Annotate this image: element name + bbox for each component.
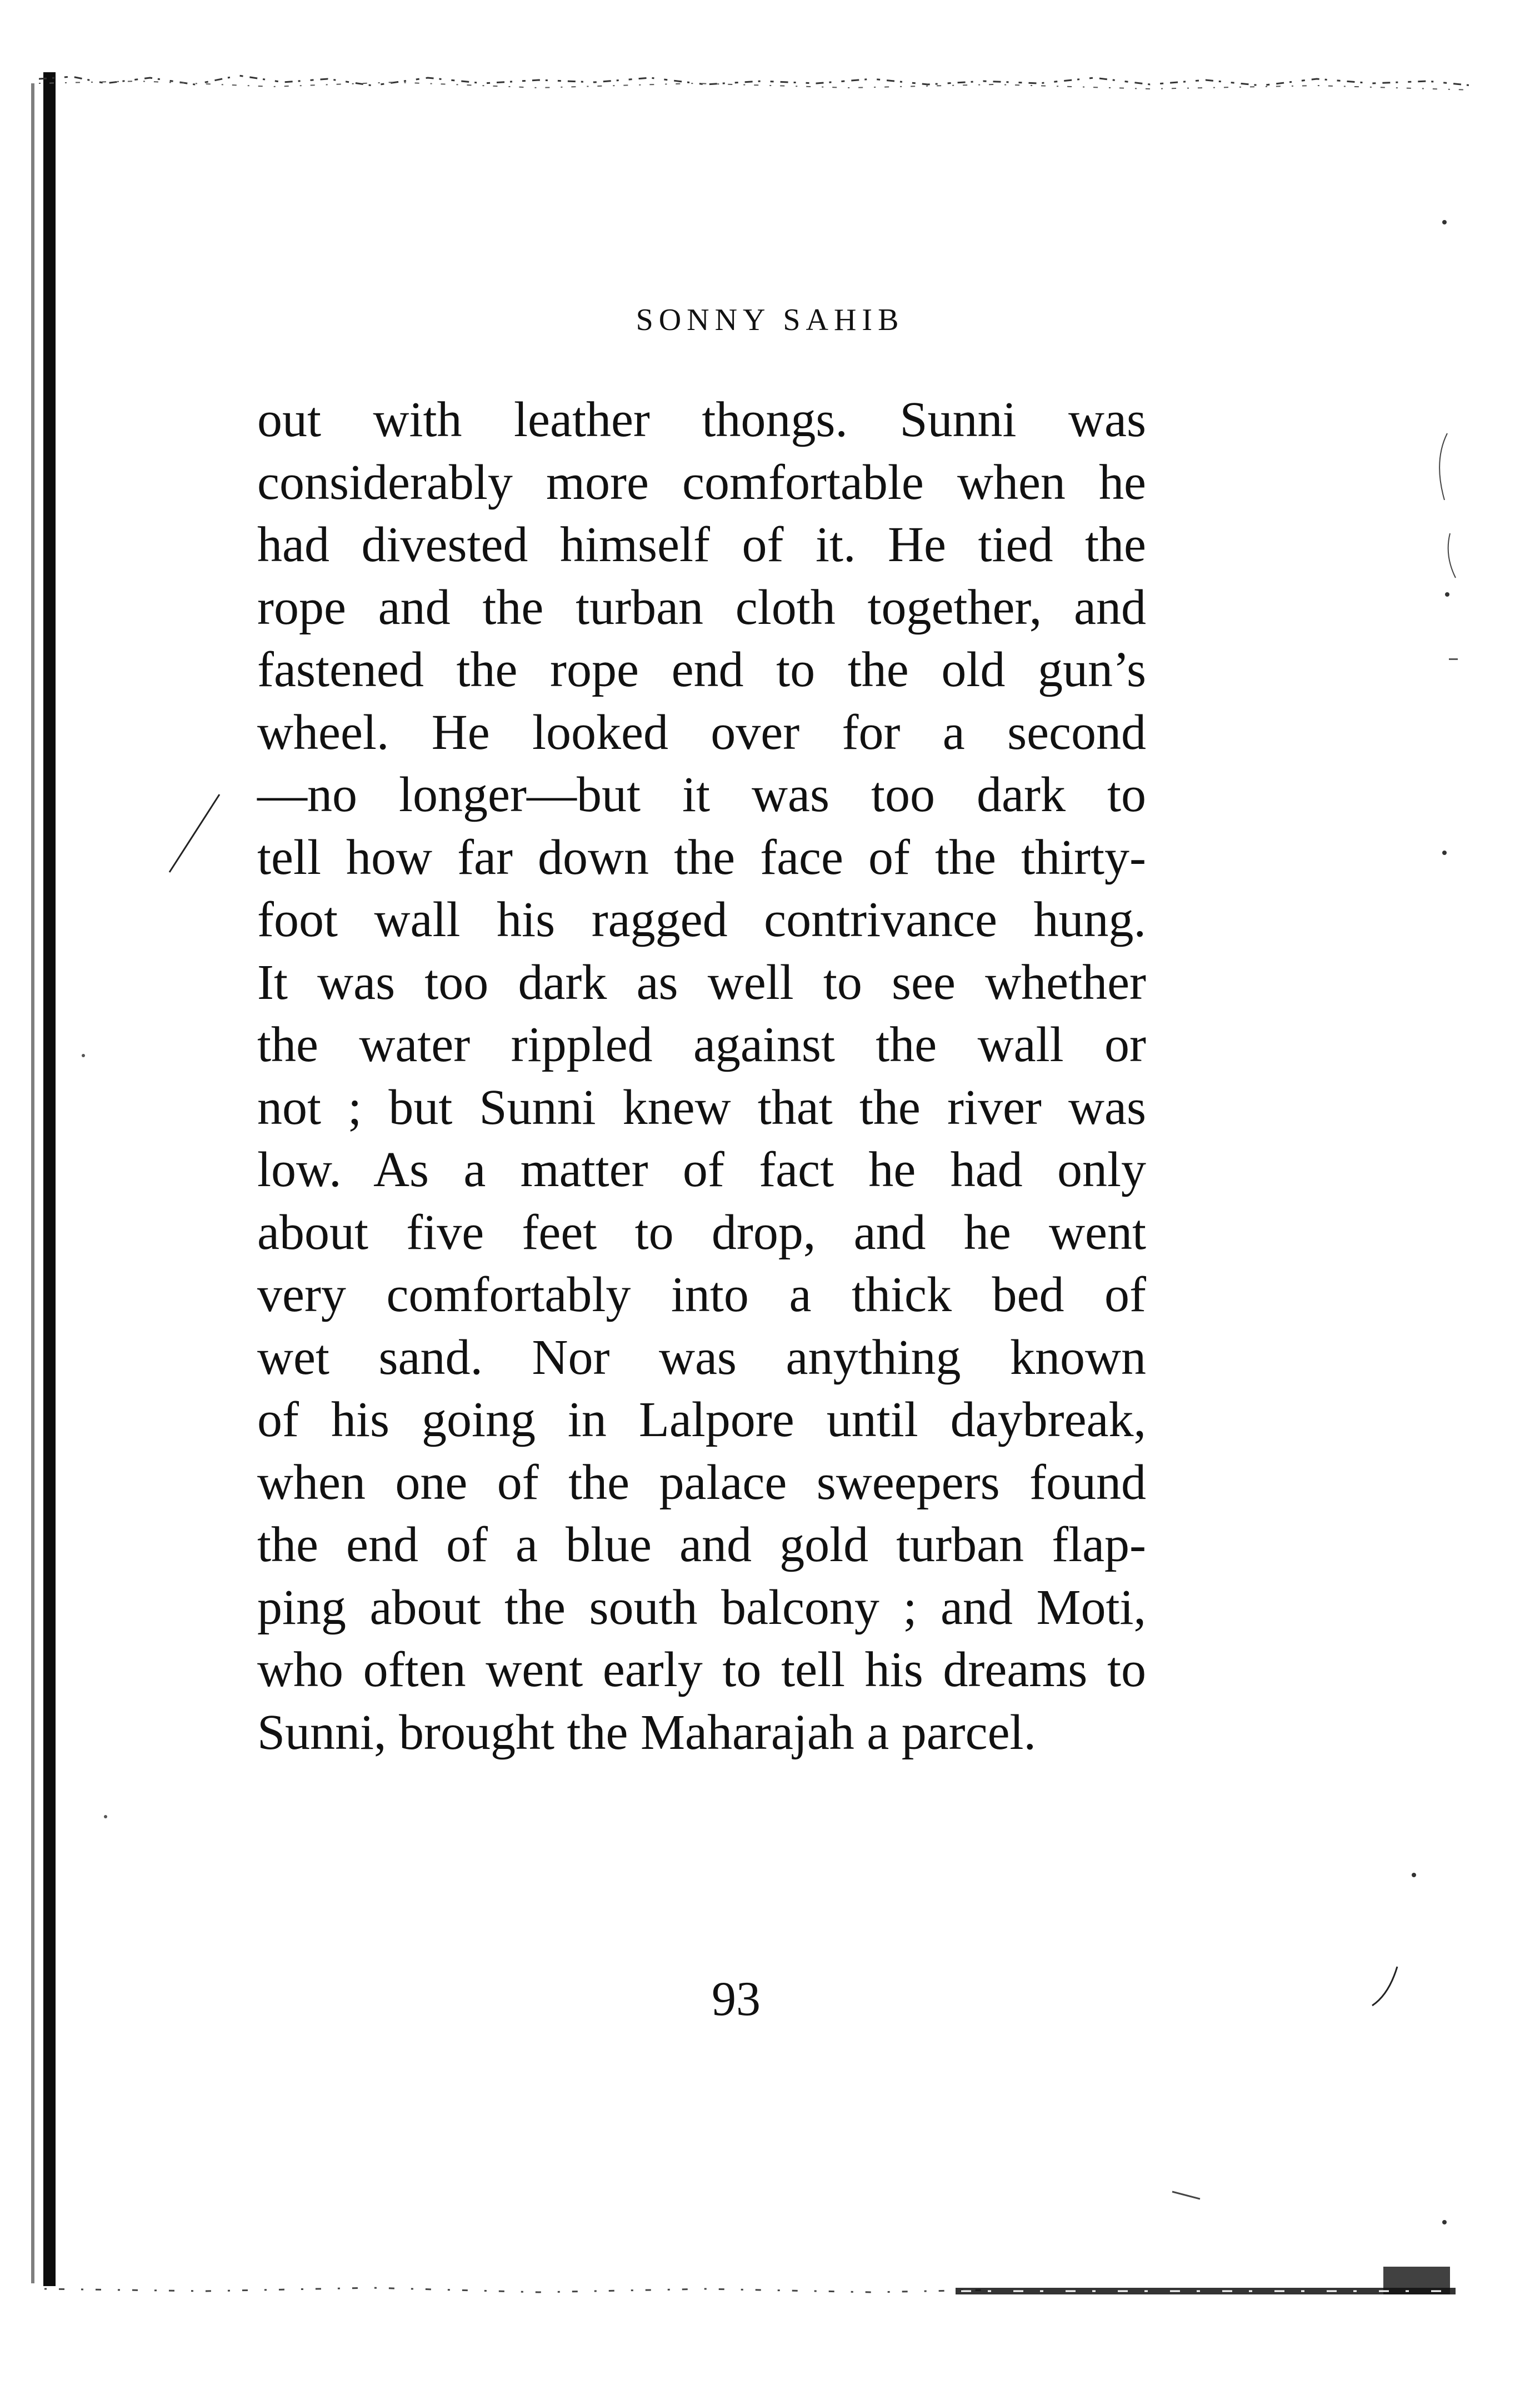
text-line: rope and the turban cloth together, and xyxy=(257,579,1146,635)
text-line: —no longer—but it was too dark to xyxy=(257,767,1146,822)
text-line: foot wall his ragged contrivance hung. xyxy=(257,892,1146,947)
text-line: tell how far down the face of the thirty- xyxy=(257,829,1146,885)
text-line: out with leather thongs. Sunni was xyxy=(257,392,1146,447)
text-line: Sunni, brought the Maharajah a parcel. xyxy=(257,1704,1037,1760)
body-text xyxy=(257,389,1146,1764)
text-line: not ; but Sunni knew that the river was xyxy=(257,1079,1146,1135)
text-line: fastened the rope end to the old gun’s xyxy=(257,642,1146,697)
text-line: It was too dark as well to see whether xyxy=(257,954,1146,1010)
text-line: wheel. He looked over for a second xyxy=(257,704,1146,760)
page-number: 93 xyxy=(712,1972,761,2026)
text-line: the water rippled against the wall or xyxy=(257,1017,1146,1072)
text-line: considerably more comfortable when he xyxy=(257,454,1146,510)
text-line: ping about the south balcony ; and Moti, xyxy=(257,1579,1146,1635)
text-line: low. As a matter of fact he had only xyxy=(257,1142,1146,1197)
text-line: had divested himself of it. He tied the xyxy=(257,517,1146,572)
text-line: the end of a blue and gold turban flap- xyxy=(257,1517,1146,1572)
text-line: who often went early to tell his dreams to xyxy=(257,1642,1146,1697)
running-head: SONNY SAHIB xyxy=(636,303,904,337)
text-line: very comfortably into a thick bed of xyxy=(257,1267,1146,1322)
text-line: about five feet to drop, and he went xyxy=(257,1204,1146,1260)
text-line: when one of the palace sweepers found xyxy=(257,1454,1146,1510)
text-line: of his going in Lalpore until daybreak, xyxy=(257,1392,1146,1447)
text-line: wet sand. Nor was anything known xyxy=(257,1329,1146,1385)
